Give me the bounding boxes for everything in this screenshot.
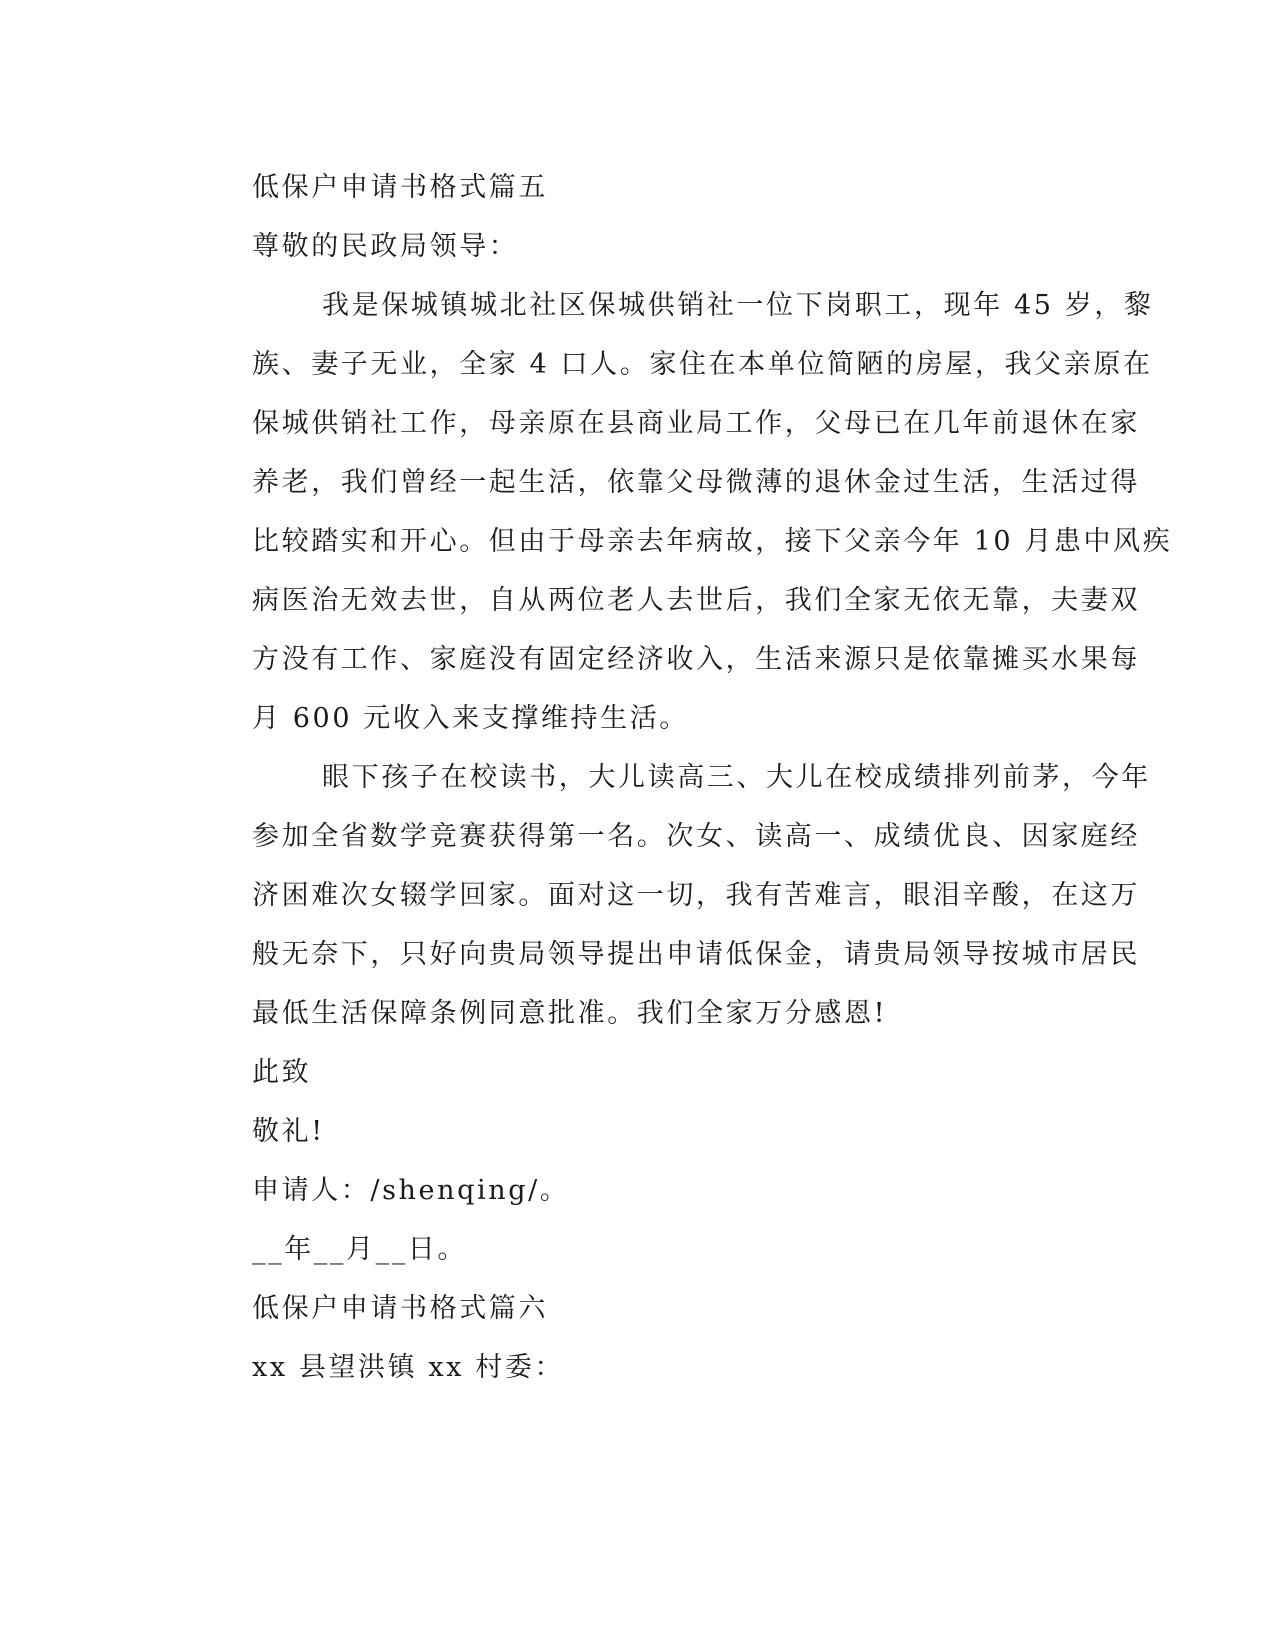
paragraph-1-line: 方没有工作、家庭没有固定经济收入，生活来源只是依靠摊买水果每	[252, 644, 1140, 675]
section-heading-5: 低保户申请书格式篇五	[252, 172, 548, 203]
closing-line-1: 此致	[252, 1057, 312, 1088]
paragraph-2-line: 眼下孩子在校读书，大儿读高三、大儿在校成绩排列前茅，今年	[322, 762, 1151, 793]
paragraph-1-line: 养老，我们曾经一起生活，依靠父母微薄的退休金过生活，生活过得	[252, 467, 1140, 498]
paragraph-1-line: 比较踏实和开心。但由于母亲去年病故，接下父亲今年 10 月患中风疾	[252, 526, 1173, 557]
paragraph-1-line: 我是保城镇城北社区保城供销社一位下岗职工，现年 45 岁，黎	[322, 290, 1154, 321]
paragraph-1	[182, 276, 1173, 748]
date-line: __年__月__日。	[252, 1234, 467, 1265]
paragraph-1-line: 月 600 元收入来支撑维持生活。	[252, 703, 689, 734]
paragraph-1-line: 保城供销社工作，母亲原在县商业局工作，父母已在几年前退休在家	[252, 408, 1140, 439]
paragraph-2-line: 般无奈下，只好向贵局领导提出申请低保金，请贵局领导按城市居民	[252, 939, 1140, 970]
paragraph-2-line: 参加全省数学竞赛获得第一名。次女、读高一、成绩优良、因家庭经	[252, 821, 1140, 852]
section-heading-6: 低保户申请书格式篇六	[252, 1293, 548, 1324]
salutation: 尊敬的民政局领导：	[252, 231, 519, 262]
applicant-line: 申请人：/shenqing/。	[252, 1175, 570, 1206]
recipient-line: xx 县望洪镇 xx 村委：	[252, 1352, 565, 1383]
paragraph-2	[182, 748, 1151, 1043]
paragraph-2-line: 最低生活保障条例同意批准。我们全家万分感恩!	[252, 998, 888, 1029]
paragraph-1-line: 族、妻子无业，全家 4 口人。家住在本单位简陋的房屋，我父亲原在	[252, 349, 1153, 380]
document-body	[182, 158, 1173, 1397]
paragraph-2-line: 济困难次女辍学回家。面对这一切，我有苦难言，眼泪辛酸，在这万	[252, 880, 1140, 911]
paragraph-1-line: 病医治无效去世，自从两位老人去世后，我们全家无依无靠，夫妻双	[252, 585, 1140, 616]
closing-line-2: 敬礼!	[252, 1116, 325, 1147]
